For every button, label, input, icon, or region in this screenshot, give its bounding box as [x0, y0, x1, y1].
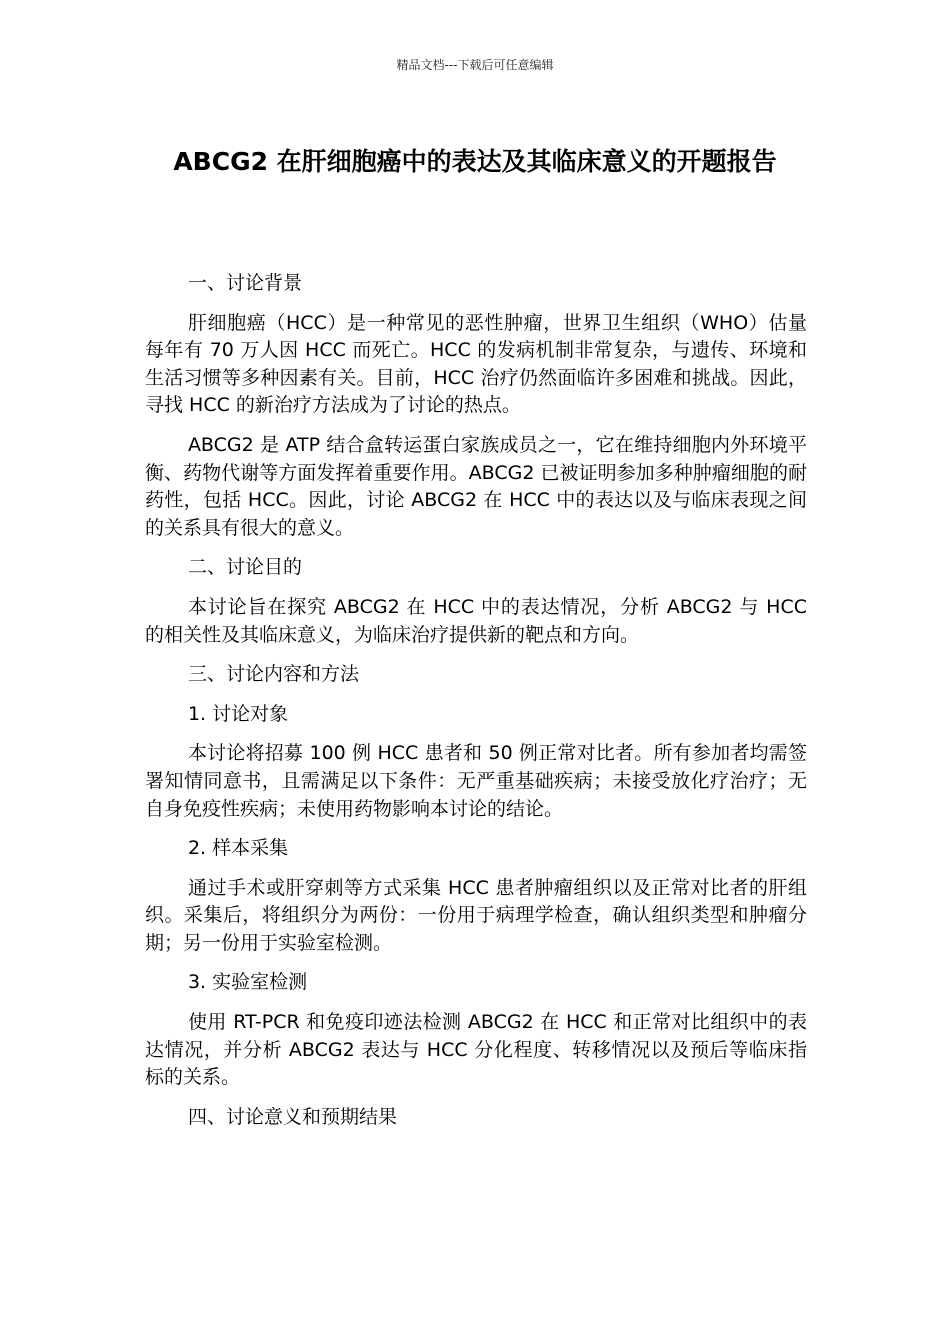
section-heading-purpose: 二、讨论目的 — [187, 556, 302, 579]
paragraph-abcg2-background: ABCG2 是 ATP 结合盒转运蛋白家族成员之一，它在维持细胞内外环境平衡、药物代谢等方面发挥着重要作用。ABCG2 已被证明参加多种肿瘤细胞的耐药性，包括 HCC。因此，讨论 ABCG2 在 HCC 中的表达以及与临床表现之间的关系具有很大的意义。 — [145, 433, 807, 539]
section-heading-background: 一、讨论背景 — [187, 272, 302, 294]
subheading-subjects: 1. 讨论对象 — [187, 702, 289, 725]
section-heading-significance: 四、讨论意义和预期结果 — [187, 1105, 397, 1128]
paragraph-hcc-background: 肝细胞癌（HCC）是一种常见的恶性肿瘤，世界卫生组织（WHO）估量每年有 70 万人因 HCC 而死亡。HCC 的发病机制非常复杂，与遗传、环境和生活习惯等多种因素有关。目前，HCC 治疗仍然面临许多困难和挑战。因此，寻找 HCC 的新治疗方法成为了讨论的热点。 — [145, 311, 807, 417]
document-title: ABCG2 在肝细胞癌中的表达及其临床意义的开题报告 — [173, 147, 777, 176]
paragraph-sampling: 通过手术或肝穿刺等方式采集 HCC 患者肿瘤组织以及正常对比者的肝组织。采集后，将组织分为两份：一份用于病理学检查，确认组织类型和肿瘤分期；另一份用于实验室检测。 — [145, 876, 807, 954]
page-header-note: 精品文档---下载后可任意编辑 — [396, 58, 554, 72]
paragraph-lab-testing: 使用 RT-PCR 和免疫印迹法检测 ABCG2 在 HCC 和正常对比组织中的表达情况，并分析 ABCG2 表达与 HCC 分化程度、转移情况以及预后等临床指标的关系。 — [145, 1011, 807, 1089]
paragraph-subjects: 本讨论将招募 100 例 HCC 患者和 50 例正常对比者。所有参加者均需签署知情同意书，且需满足以下条件：无严重基础疾病；未接受放化疗治疗；无自身免疫性疾病；未使用药物影响本讨论的结论。 — [145, 742, 807, 820]
subheading-sampling: 2. 样本采集 — [187, 837, 289, 860]
subheading-lab-testing: 3. 实验室检测 — [187, 971, 308, 994]
document-body — [145, 270, 807, 1143]
paragraph-purpose: 本讨论旨在探究 ABCG2 在 HCC 中的表达情况，分析 ABCG2 与 HCC 的相关性及其临床意义，为临床治疗提供新的靶点和方向。 — [145, 595, 807, 646]
section-heading-methods: 三、讨论内容和方法 — [187, 663, 359, 686]
